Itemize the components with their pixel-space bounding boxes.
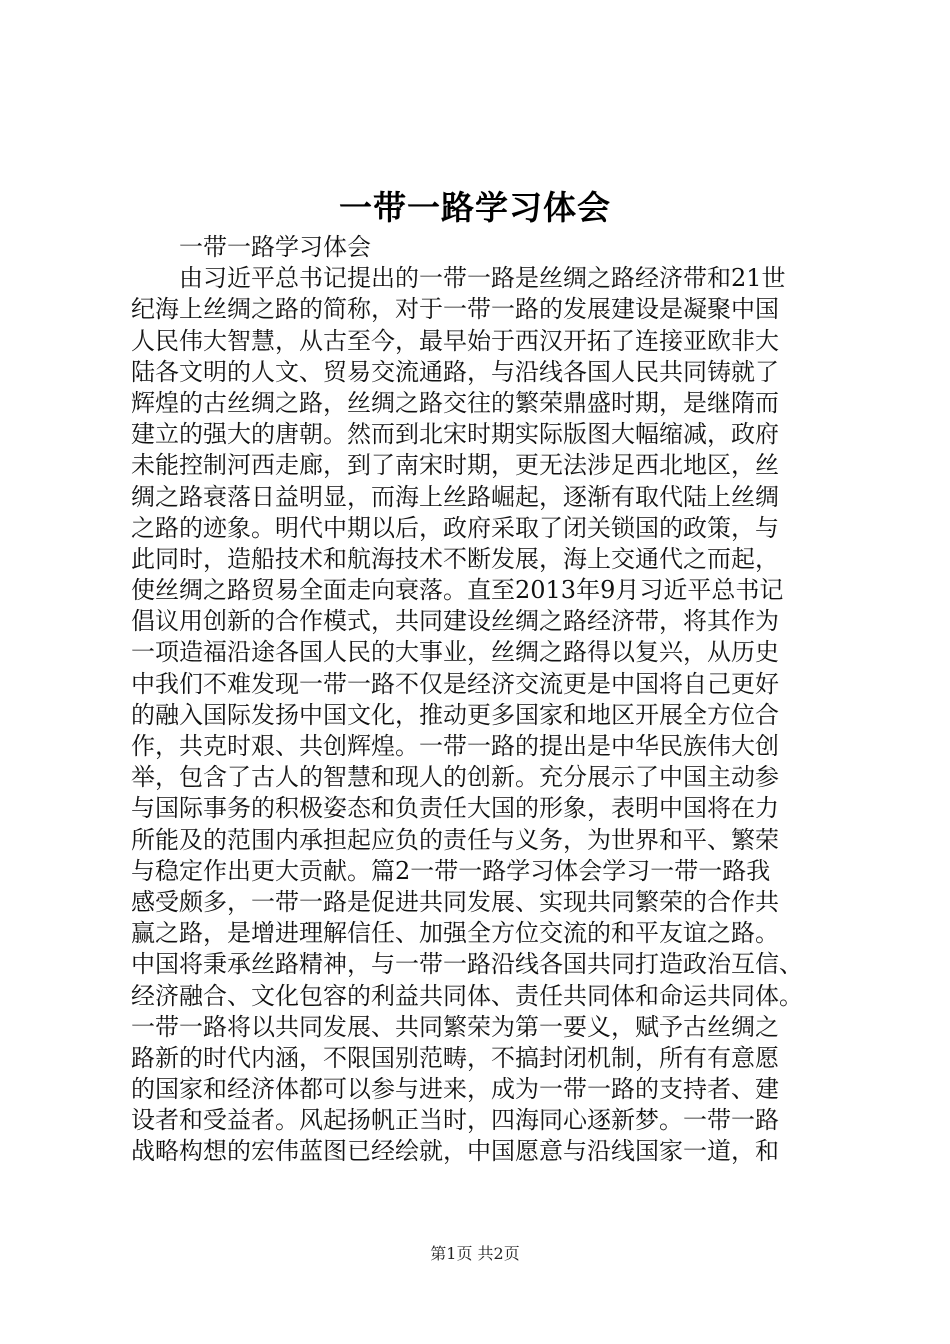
body-line: 所能及的范围内承担起应负的责任与义务，为世界和平、繁荣 [131,825,779,854]
body-line: 赢之路，是增进理解信任、加强全方位交流的和平友谊之路。 [131,919,779,948]
body-line: 战略构想的宏伟蓝图已经绘就，中国愿意与沿线国家一道，和 [131,1137,779,1166]
body-line: 经济融合、文化包容的利益共同体、责任共同体和命运共同体。 [131,981,803,1010]
body-line: 作，共克时艰、共创辉煌。一带一路的提出是中华民族伟大创 [131,732,779,760]
document-title: 一带一路学习体会 [339,188,611,227]
body-line: 陆各文明的人文、贸易交流通路，与沿线各国人民共同铸就了 [131,357,779,386]
document-body [131,232,831,1168]
body-line: 建立的强大的唐朝。然而到北宋时期实际版图大幅缩减，政府 [131,420,779,449]
body-line: 一项造福沿途各国人民的大事业，丝绸之路得以复兴，从历史 [131,638,779,667]
body-line: 感受颇多，一带一路是促进共同发展、实现共同繁荣的合作共 [131,887,779,916]
body-line: 中国将秉承丝路精神，与一带一路沿线各国共同打造政治互信、 [131,950,803,979]
body-line: 纪海上丝绸之路的简称，对于一带一路的发展建设是凝聚中国 [131,295,779,324]
body-line: 路新的时代内涵，不限国别范畴，不搞封闭机制，所有有意愿 [131,1043,779,1072]
body-line: 举，包含了古人的智慧和现人的创新。充分展示了中国主动参 [131,763,779,792]
body-line: 未能控制河西走廊，到了南宋时期，更无法涉足西北地区，丝 [131,451,779,480]
body-line: 设者和受益者。风起扬帆正当时，四海同心逐新梦。一带一路 [131,1106,779,1135]
body-line: 中我们不难发现一带一路不仅是经济交流更是中国将自己更好 [131,669,779,698]
body-line: 由习近平总书记提出的一带一路是丝绸之路经济带和21世 [179,264,786,293]
body-line: 一带一路将以共同发展、共同繁荣为第一要义，赋予古丝绸之 [131,1012,779,1041]
body-line: 的国家和经济体都可以参与进来，成为一带一路的支持者、建 [131,1075,779,1104]
body-line: 人民伟大智慧，从古至今，最早始于西汉开拓了连接亚欧非大 [131,326,779,355]
body-line: 此同时，造船技术和航海技术不断发展，海上交通代之而起， [131,544,779,573]
body-line: 使丝绸之路贸易全面走向衰落。直至2013年9月习近平总书记 [131,576,784,605]
body-line: 倡议用创新的合作模式，共同建设丝绸之路经济带，将其作为 [131,607,779,636]
body-line: 与国际事务的积极姿态和负责任大国的形象，表明中国将在力 [131,794,779,823]
page-number-footer: 第1页 共2页 [430,1244,520,1263]
body-line: 辉煌的古丝绸之路，丝绸之路交往的繁荣鼎盛时期，是继隋而 [131,388,779,417]
body-line: 绸之路衰落日益明显，而海上丝路崛起，逐渐有取代陆上丝绸 [131,482,779,511]
body-line: 一带一路学习体会 [179,233,371,261]
body-line: 的融入国际发扬中国文化，推动更多国家和地区开展全方位合 [131,700,779,729]
body-line: 之路的迹象。明代中期以后，政府采取了闭关锁国的政策，与 [131,513,779,542]
body-line: 与稳定作出更大贡献。篇2一带一路学习体会学习一带一路我 [131,856,771,885]
